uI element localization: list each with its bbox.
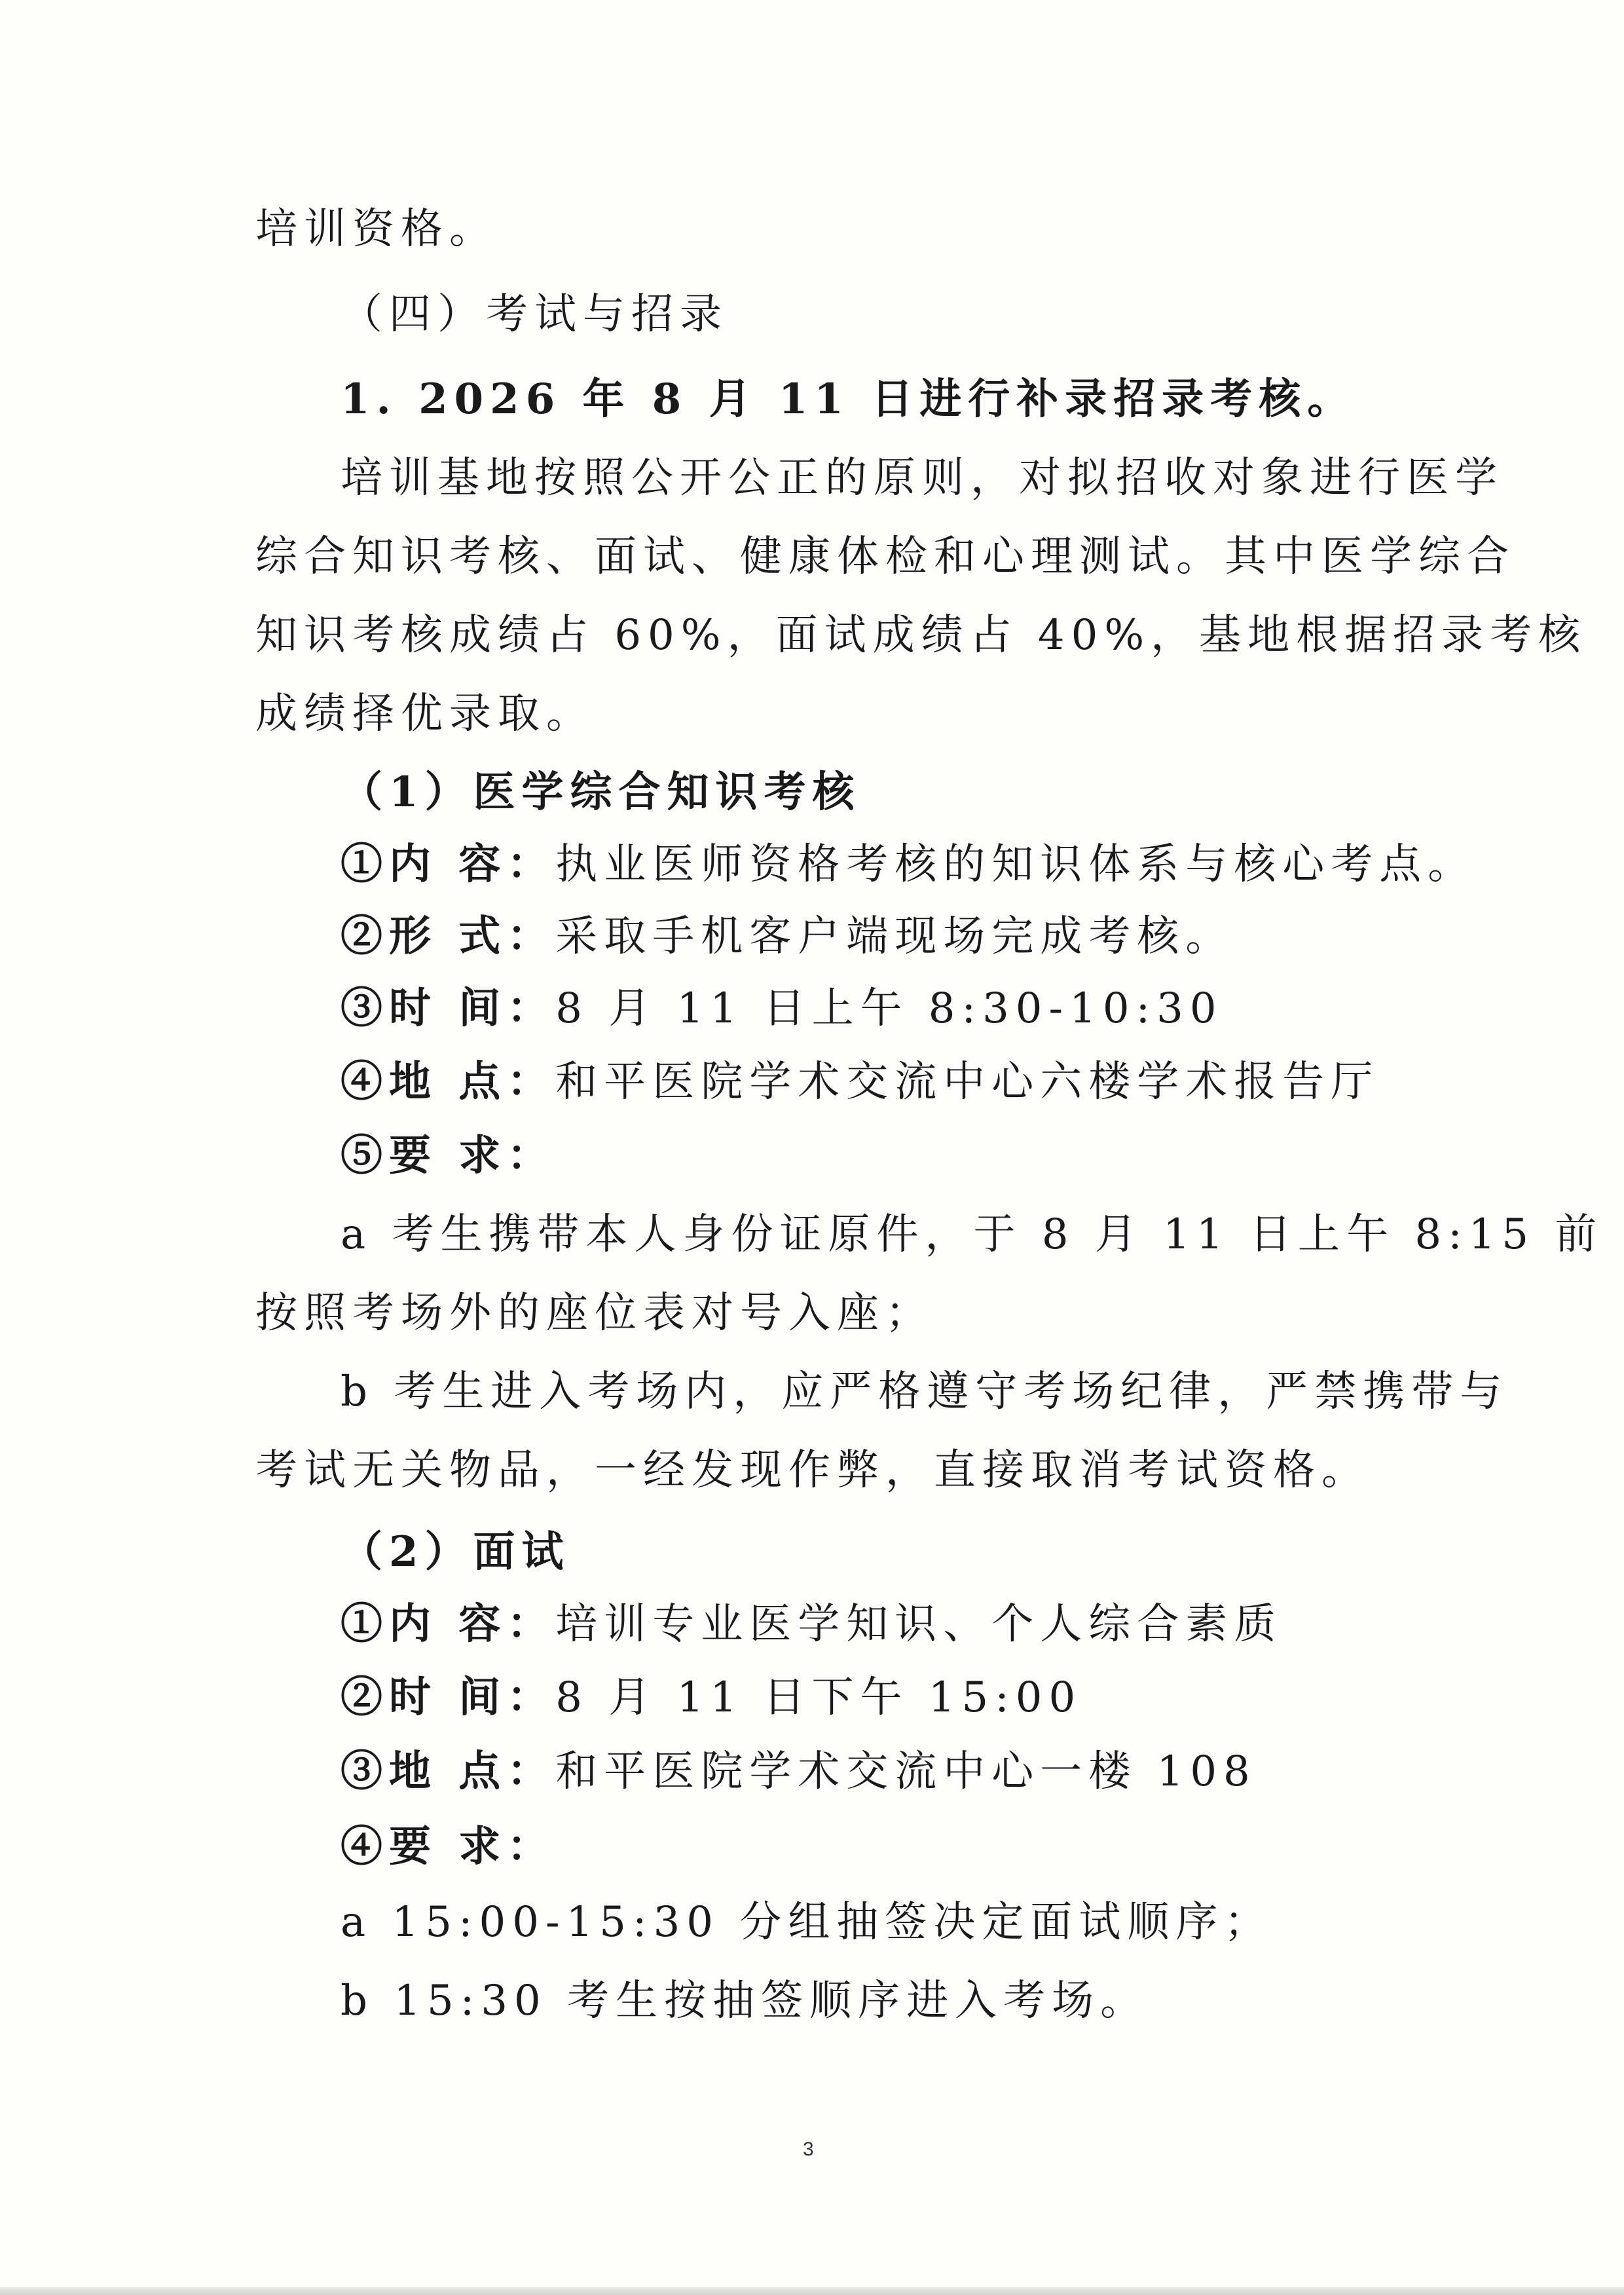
detail-value: 8 月 11 日上午 8:30-10:30 — [555, 984, 1223, 1033]
requirement-line: 考试无关物品，一经发现作弊，直接取消考试资格。 — [255, 1446, 1370, 1495]
detail-label: ③地 点： — [341, 1747, 556, 1796]
paragraph-line: 培训基地按照公开公正的原则，对拟招收对象进行医学 — [341, 454, 1504, 502]
detail-row — [341, 1130, 555, 1182]
scan-edge — [0, 2287, 1624, 2295]
subsection-heading: （2）面试 — [341, 1527, 570, 1577]
detail-value: 执业医师资格考核的知识体系与核心考点。 — [555, 840, 1477, 889]
detail-row — [341, 1821, 555, 1873]
paragraph-line: 成绩择优录取。 — [255, 690, 595, 738]
detail-value: 和平医院学术交流中心六楼学术报告厅 — [555, 1058, 1380, 1106]
detail-value: 培训专业医学知识、个人综合素质 — [555, 1600, 1283, 1649]
detail-row — [341, 838, 1476, 891]
paragraph-line: 综合知识考核、面试、健康体检和心理测试。其中医学综合 — [255, 532, 1515, 581]
detail-label: ①内 容： — [341, 840, 556, 889]
detail-label: ②形 式： — [341, 912, 556, 961]
requirement-line: 按照考场外的座位表对号入座； — [255, 1289, 934, 1337]
detail-label: ②时 间： — [341, 1673, 556, 1722]
detail-label: ④要 求： — [341, 1822, 556, 1871]
subsection-heading: 1. 2026 年 8 月 11 日进行补录招录考核。 — [341, 375, 1356, 424]
requirement-line: a 15:00-15:30 分组抽签决定面试顺序； — [341, 1898, 1273, 1947]
paragraph-line: 知识考核成绩占 60%，面试成绩占 40%，基地根据招录考核 — [255, 611, 1587, 660]
text-line: 培训资格。 — [255, 205, 498, 253]
requirement-line: a 考生携带本人身份证原件，于 8 月 11 日上午 8:15 前 — [341, 1210, 1604, 1259]
detail-label: ①内 容： — [341, 1599, 556, 1649]
subsection-heading: （1）医学综合知识考核 — [341, 768, 861, 817]
detail-value: 8 月 11 日下午 15:00 — [555, 1673, 1082, 1722]
detail-label: ⑤要 求： — [341, 1131, 556, 1180]
section-heading: （四）考试与招录 — [341, 290, 728, 339]
requirement-line: b 15:30 考生按抽签顺序进入考场。 — [341, 1977, 1149, 2025]
requirement-line: b 考生进入考场内，应严格遵守考场纪律，严禁携带与 — [341, 1368, 1509, 1416]
detail-row — [341, 982, 1223, 1035]
detail-row — [341, 1056, 1379, 1108]
detail-label: ④地 点： — [341, 1057, 556, 1106]
detail-row — [341, 1745, 1257, 1798]
detail-value: 和平医院学术交流中心一楼 108 — [555, 1747, 1257, 1796]
detail-label: ③时 间： — [341, 984, 556, 1033]
detail-row — [341, 910, 1234, 963]
detail-row — [341, 1598, 1282, 1651]
detail-row — [341, 1671, 1082, 1724]
page-number: 3 — [803, 2138, 814, 2160]
detail-value: 采取手机客户端现场完成考核。 — [555, 912, 1234, 961]
